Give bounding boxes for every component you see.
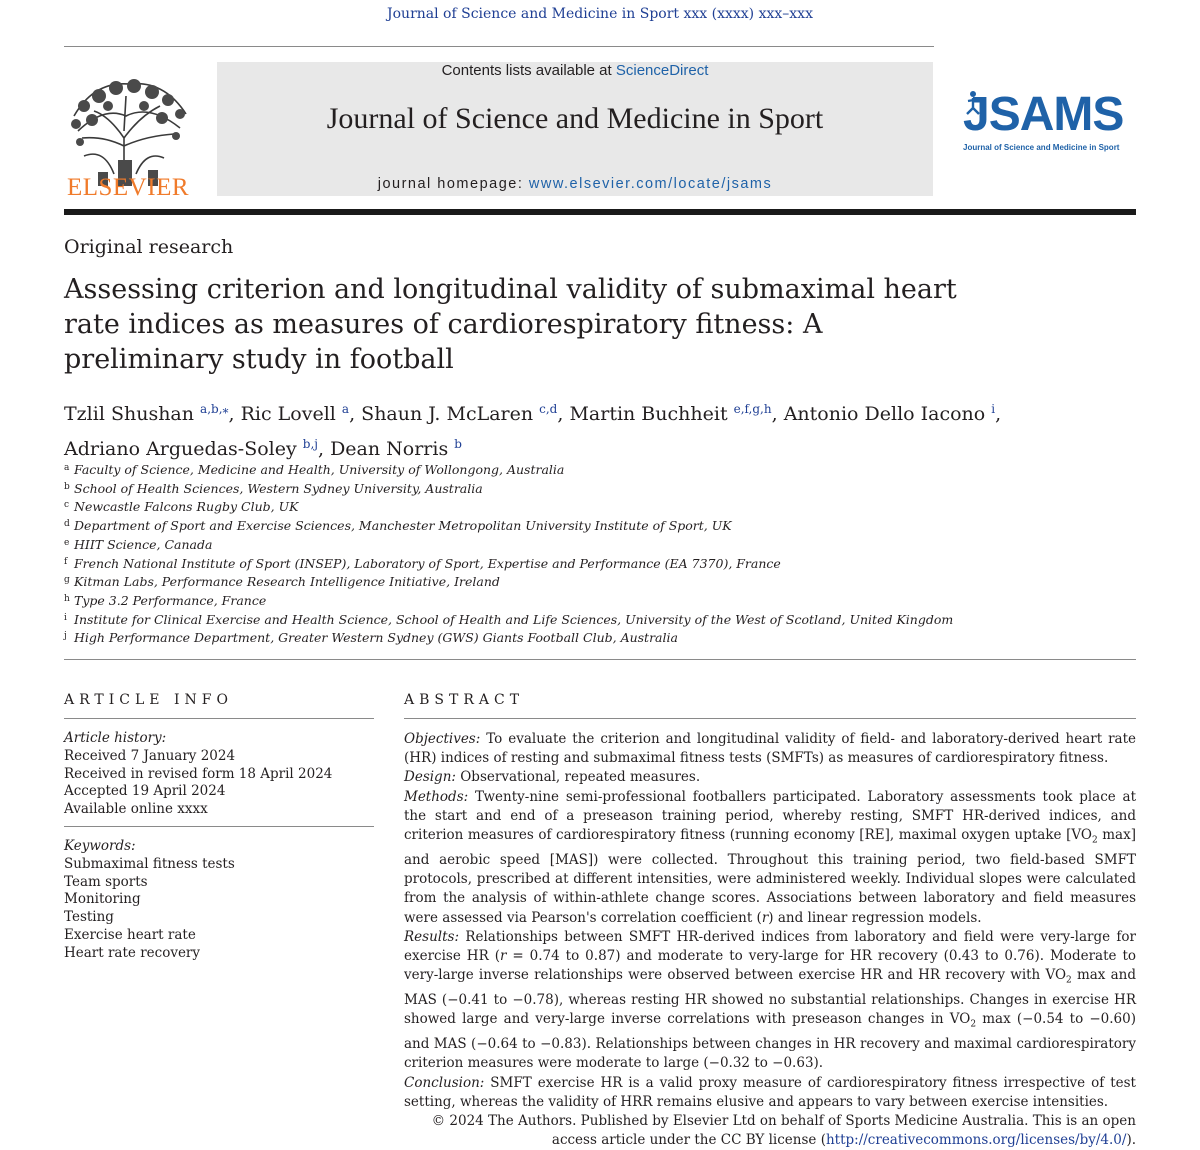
- affiliation-text: French National Institute of Sport (INSEP), Laboratory of Sport, Expertise and Performance (EA 7370), France: [74, 555, 781, 571]
- affiliation-item: [64, 572, 1144, 591]
- affiliation-item: [64, 610, 1144, 629]
- results-text: max (−0.54 to −0.60) and MAS (−0.64 to −0.83). Relationships between changes in HR recovery and maximal cardiorespiratory criterion measures were moderate to large (−0.32 to −0.63).: [404, 1011, 1136, 1072]
- subscript: 2: [1091, 835, 1098, 846]
- affiliation-text: High Performance Department, Greater Western Sydney (GWS) Giants Football Club, Australia: [74, 630, 678, 646]
- publisher-wordmark: ELSEVIER: [66, 174, 190, 201]
- affiliation-mark: a: [64, 463, 70, 473]
- author-affiliation-marks[interactable]: e,f,g,h: [733, 402, 772, 416]
- results-text: max and MAS (−0.41 to −0.78), whereas resting HR showed no substantial relationships. Changes in exercise HR showed large and very-large inverse correlations with preseason changes in VO: [404, 967, 1136, 1028]
- results-text: Relationships between SMFT HR-derived indices from laboratory and field were very-large for exercise HR (: [404, 928, 1136, 964]
- author-separator: ,: [995, 403, 1002, 425]
- keywords-rule: [64, 826, 374, 827]
- author-separator: ,: [557, 403, 570, 425]
- conclusion-text: SMFT exercise HR is a valid proxy measure of cardiorespiratory fitness irrespective of test setting, whereas the validity of HRR remains elusive and appears to vary between exercise intensities.: [404, 1074, 1136, 1110]
- author-separator: ,: [349, 403, 362, 425]
- keywords-label: Keywords:: [64, 838, 136, 854]
- affiliation-mark: b: [64, 481, 70, 492]
- homepage-link[interactable]: www.elsevier.com/locate/jsams: [528, 176, 773, 192]
- article-title: Assessing criterion and longitudinal validity of submaximal heart rate indices as measures of cardiorespiratory fitness: A preliminary study in football: [64, 274, 957, 375]
- affiliation-mark: c: [64, 500, 70, 511]
- methods-text: max] and aerobic speed [MAS]) were collected. Throughout this training period, two field-based SMFT protocols, prescribed at different intensities, were administered weekly. Individual slopes were calculated from the analysis of within-athlete change scores. Associations between laboratory and field measures were assessed via Pearson's correlation coefficient (: [404, 827, 1136, 926]
- copyright-text: © 2024 The Authors. Published by Elsevier Ltd on behalf of Sports Medicine Australia. This is an open access article under the CC BY license (: [431, 1112, 1136, 1149]
- affiliation-item: [64, 591, 1144, 610]
- jsams-subtitle: Journal of Science and Medicine in Sport: [963, 143, 1120, 152]
- license-link[interactable]: http://creativecommons.org/licenses/by/4.0/: [825, 1132, 1127, 1149]
- affiliation-item: [64, 554, 1144, 573]
- affiliation-item: [64, 460, 1144, 479]
- affiliation-mark: e: [64, 537, 70, 548]
- affiliation-text: School of Health Sciences, Western Sydney University, Australia: [74, 480, 483, 496]
- affiliation-text: Kitman Labs, Performance Research Intelligence Initiative, Ireland: [74, 574, 500, 590]
- methods-text: Twenty-nine semi-professional footballers participated. Laboratory assessments took place at the start and end of a preseason training period, whereby resting, SMFT HR-derived indices, and criterion measures of cardiorespiratory fitness (running economy [RE], maximal oxygen uptake [VO: [404, 788, 1136, 844]
- article-info-heading: ARTICLE INFO: [64, 692, 233, 708]
- subscript: 2: [970, 1019, 977, 1030]
- author-name[interactable]: Shaun J. McLaren: [361, 403, 534, 425]
- affiliation-item: [64, 497, 1144, 516]
- abstract-objectives: [404, 730, 1136, 768]
- author-affiliation-marks[interactable]: c,d: [539, 402, 558, 416]
- affiliation-text: Type 3.2 Performance, France: [74, 592, 267, 608]
- affiliation-mark: f: [64, 556, 68, 567]
- article-type: Original research: [64, 236, 234, 258]
- abstract-conclusion: [404, 1074, 1136, 1112]
- author-separator: ,: [771, 403, 784, 425]
- design-label: Design:: [404, 769, 456, 786]
- conclusion-label: Conclusion:: [404, 1074, 485, 1091]
- affiliation-text: Institute for Clinical Exercise and Health Science, School of Health and Life Sciences, University of the West of Scotland, United Kingdom: [74, 611, 954, 627]
- keyword-item[interactable]: Submaximal fitness tests: [64, 855, 235, 872]
- affiliation-mark: j: [64, 631, 67, 642]
- methods-label: Methods:: [404, 788, 469, 805]
- affiliation-item: [64, 535, 1144, 554]
- keyword-item[interactable]: Team sports: [64, 873, 148, 890]
- affiliation-text: HIIT Science, Canada: [74, 536, 213, 552]
- copyright-text: ).: [1126, 1132, 1136, 1149]
- sciencedirect-link[interactable]: ScienceDirect: [615, 62, 709, 79]
- contents-line: [217, 62, 933, 79]
- symbol-r: r: [761, 909, 769, 926]
- history-item: Received in revised form 18 April 2024: [64, 765, 333, 782]
- author-affiliation-marks[interactable]: a: [341, 402, 350, 416]
- objectives-label: Objectives:: [404, 731, 481, 747]
- jsams-mark: JSAMS: [963, 88, 1124, 141]
- methods-text: ) and linear regression models.: [768, 909, 982, 926]
- history-item: Available online xxxx: [64, 801, 208, 818]
- affiliation-mark: i: [64, 612, 67, 623]
- history-label: Article history:: [64, 730, 167, 746]
- author-name[interactable]: Ric Lovell: [240, 403, 336, 425]
- affiliation-item: [64, 479, 1144, 498]
- abstract-body: [404, 730, 1136, 1150]
- objectives-text: To evaluate the criterion and longitudinal validity of field- and laboratory-derived heart rate (HR) indices of resting and submaximal fitness tests (SMFTs) as measures of cardiorespiratory fitness.: [404, 731, 1136, 767]
- journal-banner: [217, 62, 933, 196]
- author-list: [64, 394, 1144, 464]
- abstract-design: [404, 768, 1136, 787]
- author-name[interactable]: Dean Norris: [330, 438, 449, 460]
- keyword-item[interactable]: Testing: [64, 909, 114, 926]
- author-separator: ,: [228, 403, 241, 425]
- author-name[interactable]: Tzlil Shushan: [64, 403, 194, 425]
- results-text: = 0.74 to 0.87) and moderate to very-large for HR recovery (0.43 to 0.76). Moderate to very-large inverse relationships were observed between exercise HR and HR recovery with VO: [404, 947, 1136, 984]
- author-name[interactable]: Antonio Dello Iacono: [783, 403, 986, 425]
- affiliation-text: Department of Sport and Exercise Sciences, Manchester Metropolitan University Institute of Sport, UK: [74, 518, 732, 534]
- keyword-item[interactable]: Exercise heart rate: [64, 926, 196, 943]
- header-divider: [64, 46, 934, 47]
- design-text: Observational, repeated measures.: [455, 769, 701, 786]
- copyright-notice: [404, 1112, 1136, 1150]
- author-affiliation-marks[interactable]: i: [991, 402, 996, 416]
- journal-title: Journal of Science and Medicine in Sport: [326, 102, 824, 135]
- section-divider: [64, 659, 1136, 660]
- author-separator: ,: [317, 438, 331, 460]
- affiliation-mark: g: [64, 575, 70, 586]
- affiliation-item: [64, 516, 1144, 535]
- running-header[interactable]: Journal of Science and Medicine in Sport xxx (xxxx) xxx–xxx: [387, 6, 813, 22]
- abstract-rule: [404, 718, 1136, 719]
- results-label: Results:: [404, 928, 459, 945]
- jsams-logo: [963, 88, 1143, 163]
- author-affiliation-marks[interactable]: a,b,⁎: [200, 402, 229, 416]
- abstract-heading: ABSTRACT: [404, 692, 525, 708]
- masthead-rule: [64, 209, 1136, 215]
- history-item: Accepted 19 April 2024: [64, 783, 226, 800]
- author-affiliation-marks[interactable]: b,j: [302, 437, 318, 451]
- article-info-rule: [64, 718, 374, 719]
- author-name[interactable]: Adriano Arguedas-Soley: [64, 438, 297, 460]
- article-history: [64, 730, 374, 819]
- contents-prefix: Contents lists available at: [441, 62, 616, 79]
- journal-homepage: [217, 176, 933, 192]
- keywords-block: [64, 838, 374, 963]
- affiliation-mark: h: [64, 593, 70, 604]
- author-affiliation-marks[interactable]: b: [454, 437, 462, 451]
- affiliation-item: [64, 628, 1144, 647]
- subscript: 2: [1066, 975, 1072, 986]
- keyword-item[interactable]: Heart rate recovery: [64, 944, 201, 961]
- abstract-methods: [404, 788, 1136, 928]
- affiliation-text: Faculty of Science, Medicine and Health, University of Wollongong, Australia: [74, 462, 565, 477]
- abstract-results: [404, 928, 1136, 1074]
- symbol-r: r: [499, 947, 507, 964]
- affiliation-list: [64, 460, 1144, 647]
- affiliation-text: Newcastle Falcons Rugby Club, UK: [74, 499, 299, 515]
- homepage-prefix: journal homepage:: [377, 176, 529, 192]
- history-item: Received 7 January 2024: [64, 747, 236, 764]
- author-name[interactable]: Martin Buchheit: [569, 403, 728, 425]
- affiliation-mark: d: [64, 519, 70, 530]
- keyword-item[interactable]: Monitoring: [64, 891, 141, 908]
